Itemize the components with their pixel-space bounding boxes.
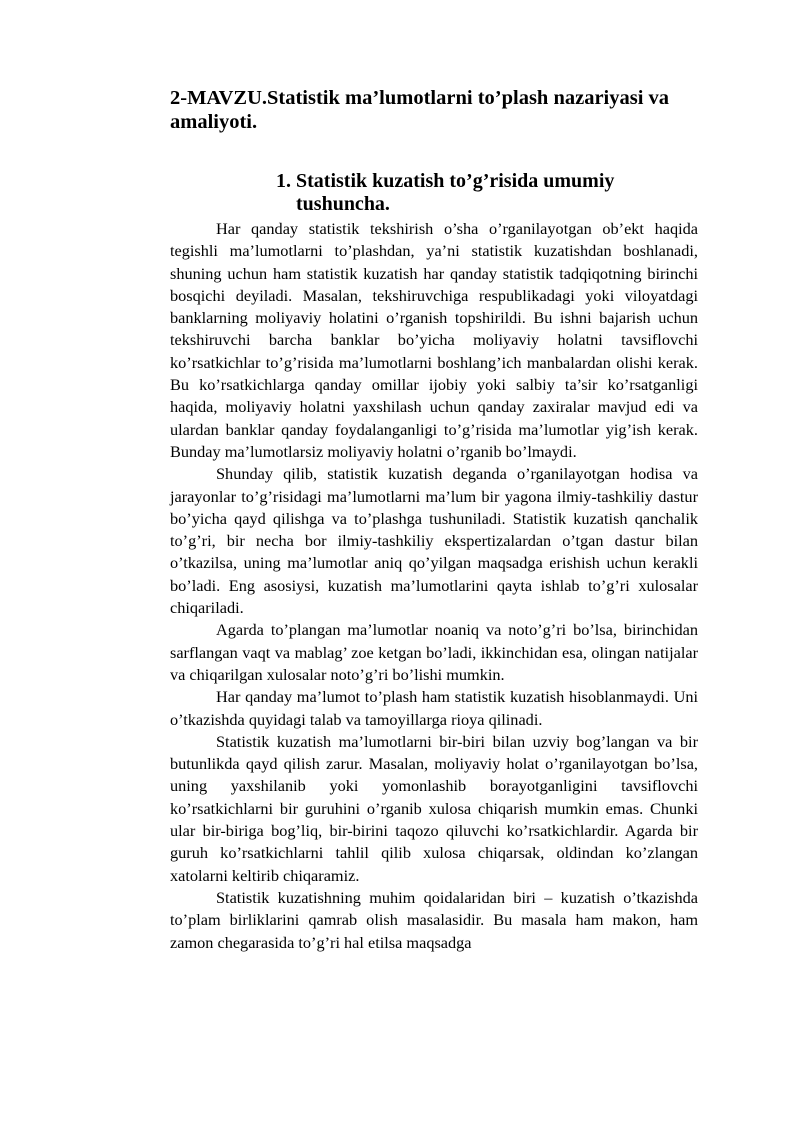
topic-title: 2-MAVZU.Statistik ma’lumotlarni to’plash nazariyasi va amaliyoti. [170,87,670,133]
section-title: Statistik kuzatish to’g’risida umumiy tushuncha. [296,170,615,215]
paragraph: Shunday qilib, statistik kuzatish deganda o’rganilayotgan hodisa va jarayonlar to’g’risidagi ma’lumotlarni ma’lum bir yagona ilmiy-tashkiliy dastur bo’yicha qayd qilishga va to’plashga tushuniladi. Statistik kuzatish qanchalik to’g’ri, bir necha bor ilmiy-tashkiliy ekspertizalardan o’tgan dastur bilan o’tkazilsa, uning ma’lumotlar aniq qo’yilgan maqsadga erishish uchun kerakli bo’ladi. Eng asosiysi, kuzatish ma’lumotlarini qayta ishlab to’g’ri xulosalar chiqariladi. [170,464,698,618]
paragraph: Har qanday statistik tekshirish o’sha o’rganilayotgan ob’ekt haqida tegishli ma’lumotlarni to’plashdan, ya’ni statistik kuzatishdan boshlanadi, shuning uchun ham statistik kuzatish har qanday statistik tadqiqotning birinchi bosqichi deyiladi. Masalan, tekshiruvchiga respublikadagi yoki viloyatdagi banklarning moliyaviy holatini o’rganish topshirildi. Bu ishni bajarish uchun tekshiruvchi barcha banklar bo’yicha moliyaviy holatni tavsiflovchi ko’rsatkichlar to’g’risida ma’lumotlarni boshlang’ich manbalardan olishi kerak. Bu ko’rsatkichlarga qanday omillar ijobiy yoki salbiy ta’sir ko’rsatganligi haqida, moliyaviy holatni yaxshilash uchun qanday zaxiralar mavjud edi va ulardan banklar qanday foydalanganligi to’g’risida ma’lumotlar yig’ish kerak. Bunday ma’lumotlarsiz moliyaviy holatni o’rganib bo’lmaydi. [170,219,698,461]
paragraph: Har qanday ma’lumot to’plash ham statistik kuzatish hisoblanmaydi. Uni o’tkazishda quyidagi talab va tamoyillarga rioya qilinadi. [170,687,698,729]
paragraph: Agarda to’plangan ma’lumotlar noaniq va noto’g’ri bo’lsa, birinchidan sarflangan vaqt va mablag’ zoe ketgan bo’ladi, ikkinchidan esa, olingan natijalar va chiqarilgan xulosalar noto’g’ri bo’lishi mumkin. [170,620,698,684]
section-number: 1. [276,170,291,192]
paragraph: Statistik kuzatishning muhim qoidalaridan biri – kuzatish o’tkazishda to’plam birliklarini qamrab olish masalasidir. Bu masala ham makon, ham zamon chegarasida to’g’ri hal etilsa maqsadga [170,887,698,952]
section-heading [170,170,698,216]
paragraph: Statistik kuzatish ma’lumotlarni bir-biri bilan uzviy bog’langan va bir butunlikda qayd qilish zarur. Masalan, moliyaviy holat o’rganilayotgan bo’lsa, uning yaxshilanib yoki yomonlashib borayotganligini tavsiflovchi ko’rsatkichlarni bir guruhini o’rganib xulosa chiqarish mumkin emas. Chunki ular bir-biriga bog’liq, bir-birini taqozo qiluvchi ko’rsatkichlardir. Agarda bir guruh ko’rsatkichlarni tahlil qilib xulosa chiqarsak, oldindan ko’zlangan xatolarni keltirib chiqaramiz. [170,731,698,885]
document-page [170,86,698,954]
